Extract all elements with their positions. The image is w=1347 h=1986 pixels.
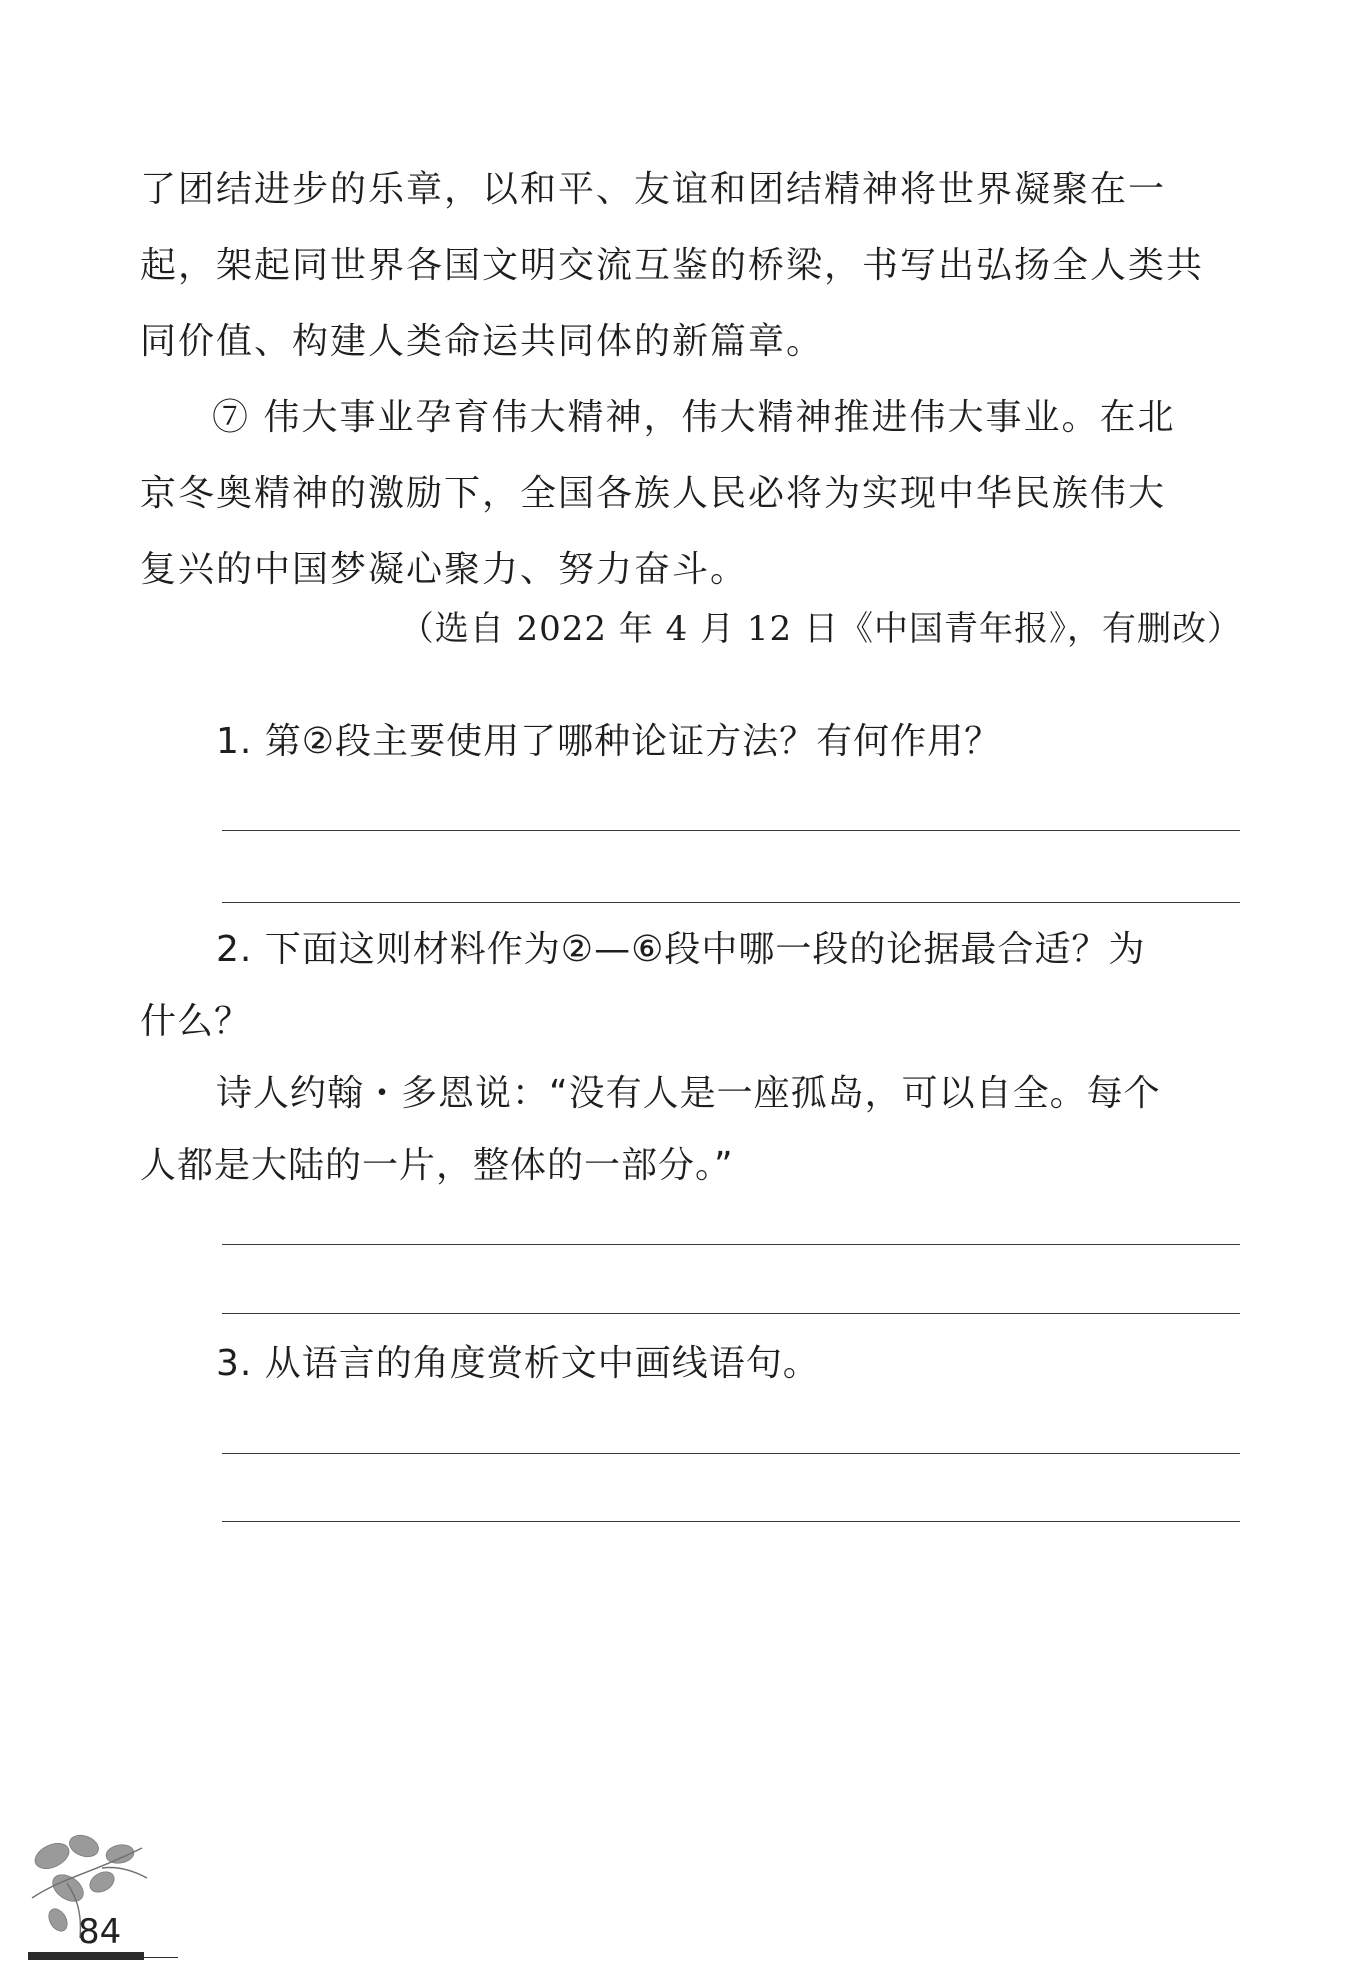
- footer-rule: [144, 1957, 178, 1958]
- question-3: 3. 从语言的角度赏析文中画线语句。: [216, 1343, 820, 1384]
- answer-line-q1-2[interactable]: [222, 902, 1240, 903]
- passage-paragraph-7-line-1: ⑦ 伟大事业孕育伟大精神，伟大精神推进伟大事业。在北: [212, 397, 1176, 438]
- page-number: 84: [78, 1912, 122, 1952]
- answer-line-q3-2[interactable]: [222, 1521, 1240, 1522]
- passage-line-3: 同价值、构建人类命运共同体的新篇章。: [140, 321, 825, 362]
- question-2-material-line-1: 诗人约翰・多恩说：“没有人是一座孤岛，可以自全。每个: [216, 1073, 1161, 1114]
- passage-paragraph-7-line-3: 复兴的中国梦凝心聚力、努力奋斗。: [140, 549, 749, 590]
- question-2-material-line-2: 人都是大陆的一片，整体的一部分。”: [140, 1145, 734, 1186]
- question-1: 1. 第②段主要使用了哪种论证方法？有何作用？: [216, 721, 1002, 762]
- answer-line-q1-1[interactable]: [222, 830, 1240, 831]
- answer-line-q2-1[interactable]: [222, 1244, 1240, 1245]
- passage-source: （选自 2022 年 4 月 12 日《中国青年报》，有删改）: [399, 609, 1242, 649]
- answer-line-q3-1[interactable]: [222, 1453, 1240, 1454]
- question-2-line-2: 什么？: [140, 1001, 252, 1042]
- question-2-line-1: 2. 下面这则材料作为②—⑥段中哪一段的论据最合适？为: [216, 929, 1146, 970]
- passage-line-2: 起，架起同世界各国文明交流互鉴的桥梁，书写出弘扬全人类共: [140, 245, 1205, 286]
- answer-line-q2-2[interactable]: [222, 1313, 1240, 1314]
- footer-bar: [28, 1952, 144, 1960]
- passage-line-1: 了团结进步的乐章，以和平、友谊和团结精神将世界凝聚在一: [140, 169, 1167, 210]
- passage-paragraph-7-line-2: 京冬奥精神的激励下，全国各族人民必将为实现中华民族伟大: [140, 473, 1167, 514]
